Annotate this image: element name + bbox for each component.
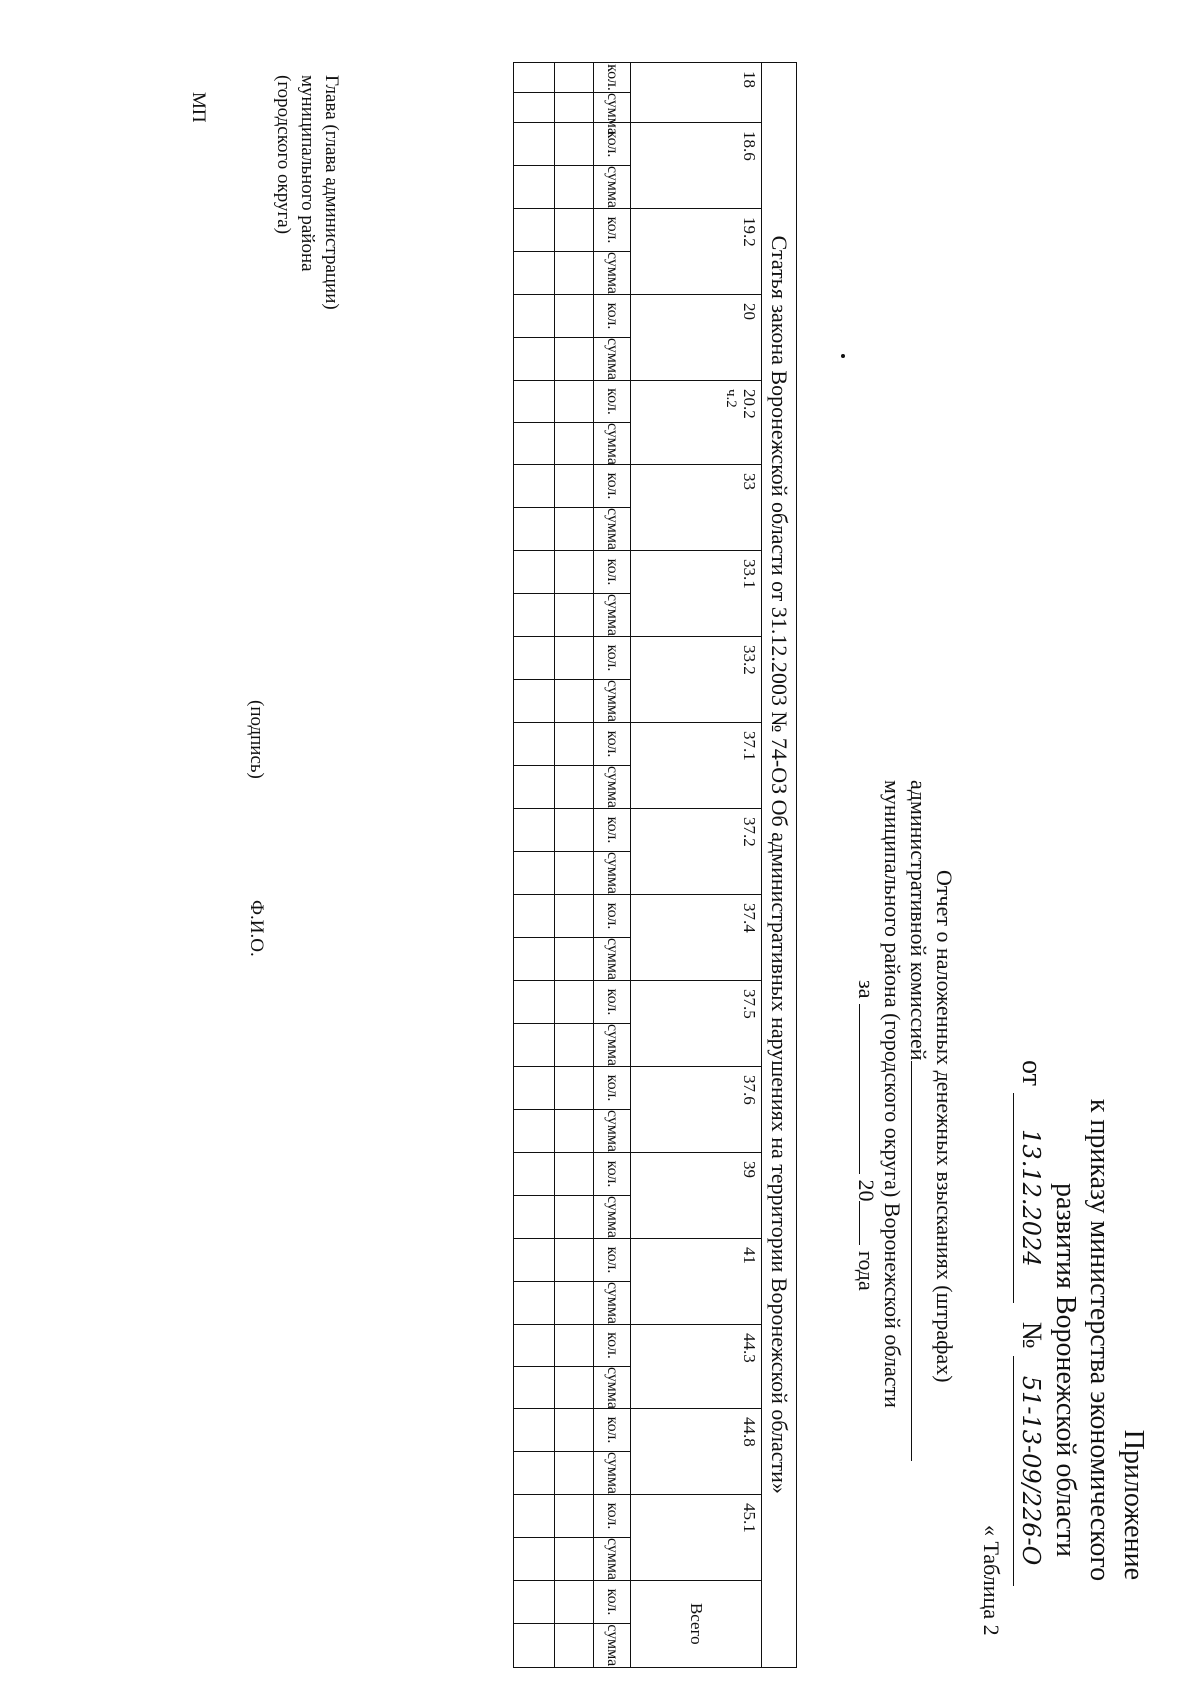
article-20: 20: [631, 295, 762, 381]
empty-cell[interactable]: [555, 809, 594, 852]
sub-sum: сумма: [594, 1538, 631, 1581]
sub-sum: сумма: [594, 423, 631, 465]
sub-sum: сумма: [594, 1196, 631, 1239]
empty-cell[interactable]: [555, 1282, 594, 1325]
empty-cell[interactable]: [514, 1024, 555, 1067]
empty-cell[interactable]: [514, 1581, 555, 1624]
total-header: Всего: [631, 1581, 762, 1668]
article-37-5: 37.5: [631, 981, 762, 1067]
appendix-title: Приложение: [1118, 1429, 1149, 1580]
report-title-line-3: муниципального района (городского округа) Воронежской области: [880, 780, 905, 1408]
empty-cell[interactable]: [555, 93, 594, 123]
empty-cell[interactable]: [514, 1067, 555, 1110]
empty-cell[interactable]: [514, 252, 555, 295]
article-37-4: 37.4: [631, 895, 762, 981]
empty-cell[interactable]: [555, 1367, 594, 1409]
commission-blank: [911, 1061, 912, 1461]
sub-sum: сумма: [594, 1024, 631, 1067]
article-45-1: 45.1: [631, 1495, 762, 1581]
empty-cell[interactable]: [555, 1067, 594, 1110]
empty-cell[interactable]: [514, 166, 555, 209]
empty-cell[interactable]: [514, 93, 555, 123]
empty-cell[interactable]: [555, 295, 594, 338]
empty-cell[interactable]: [514, 723, 555, 766]
sub-count: кол.: [594, 1495, 631, 1538]
articles-row: [631, 63, 762, 1668]
table-header: Статья закона Воронежской области от 31.12.2003 № 74-ОЗ Об административных нарушениях на территории Воронежской области»: [762, 63, 797, 1668]
empty-cell[interactable]: [514, 852, 555, 895]
sub-count: кол.: [594, 209, 631, 252]
period-year: 20: [854, 1179, 879, 1202]
empty-cell[interactable]: [514, 465, 555, 508]
sub-count: кол.: [594, 809, 631, 852]
sub-sum: сумма: [594, 852, 631, 895]
sub-sum: сумма: [594, 594, 631, 637]
sub-count: кол.: [594, 895, 631, 938]
sub-count: кол.: [594, 381, 631, 423]
empty-cell[interactable]: [514, 1367, 555, 1409]
data-row-2: [514, 63, 555, 1668]
order-date: 13.12.2024: [1013, 1093, 1048, 1303]
empty-cell[interactable]: [514, 1282, 555, 1325]
empty-cell[interactable]: [555, 63, 594, 93]
empty-cell[interactable]: [555, 1239, 594, 1282]
empty-cell[interactable]: [555, 1024, 594, 1067]
sub-sum: сумма: [594, 166, 631, 209]
number-prefix: №: [1016, 1321, 1047, 1349]
stray-dot: [841, 354, 845, 358]
article-18: 18: [631, 63, 762, 123]
empty-cell[interactable]: [514, 1624, 555, 1668]
article-19-2: 19.2: [631, 209, 762, 295]
empty-cell[interactable]: [514, 338, 555, 381]
empty-cell[interactable]: [555, 680, 594, 723]
signature-label: (подпись): [246, 700, 267, 779]
stamp-label: МП: [188, 92, 209, 123]
article-33-1: 33.1: [631, 551, 762, 637]
empty-cell[interactable]: [514, 680, 555, 723]
article-20-2-part: ч.2: [723, 389, 739, 408]
article-44-3: 44.3: [631, 1325, 762, 1409]
article-44-8: 44.8: [631, 1409, 762, 1495]
empty-cell[interactable]: [555, 1110, 594, 1153]
empty-cell[interactable]: [555, 1409, 594, 1452]
date-prefix: от: [1016, 1060, 1047, 1086]
empty-cell[interactable]: [514, 381, 555, 423]
empty-cell[interactable]: [555, 1495, 594, 1538]
empty-cell[interactable]: [514, 1325, 555, 1367]
period-prefix: за: [854, 980, 879, 999]
period-month-blank: [859, 1004, 860, 1174]
empty-cell[interactable]: [514, 809, 555, 852]
sub-count: кол.: [594, 465, 631, 508]
empty-cell[interactable]: [555, 981, 594, 1024]
empty-cell[interactable]: [555, 551, 594, 594]
empty-cell[interactable]: [555, 895, 594, 938]
sub-sum: сумма: [594, 766, 631, 809]
sub-count: кол.: [594, 551, 631, 594]
appendix-block: [1013, 1020, 1150, 1660]
report-title: [853, 780, 957, 1461]
empty-cell[interactable]: [514, 423, 555, 465]
period-year-blank: [859, 1201, 860, 1245]
sub-count: кол.: [594, 1153, 631, 1196]
empty-cell[interactable]: [514, 295, 555, 338]
sub-count: кол.: [594, 637, 631, 680]
empty-cell[interactable]: [555, 1153, 594, 1196]
appendix-date-number: [1013, 1020, 1048, 1660]
sub-sum: сумма: [594, 938, 631, 981]
empty-cell[interactable]: [555, 852, 594, 895]
sub-count: кол.: [594, 63, 631, 93]
empty-cell[interactable]: [555, 338, 594, 381]
sub-sum: сумма: [594, 1282, 631, 1325]
empty-cell[interactable]: [514, 637, 555, 680]
empty-cell[interactable]: [514, 209, 555, 252]
empty-cell[interactable]: [514, 1409, 555, 1452]
sub-sum: сумма: [594, 252, 631, 295]
empty-cell[interactable]: [555, 1452, 594, 1495]
sub-sum: сумма: [594, 1110, 631, 1153]
empty-cell[interactable]: [514, 766, 555, 809]
empty-cell[interactable]: [514, 981, 555, 1024]
table-label: « Таблица 2: [979, 1525, 1004, 1636]
empty-cell[interactable]: [555, 166, 594, 209]
sub-sum: сумма: [594, 1367, 631, 1409]
sub-count: кол.: [594, 1581, 631, 1624]
empty-cell[interactable]: [514, 551, 555, 594]
empty-cell[interactable]: [514, 895, 555, 938]
empty-cell[interactable]: [555, 209, 594, 252]
sub-count: кол.: [594, 981, 631, 1024]
order-number: 51-13-09/226-О: [1013, 1356, 1048, 1586]
article-41: 41: [631, 1239, 762, 1325]
empty-cell[interactable]: [514, 938, 555, 981]
data-row-1: [555, 63, 594, 1668]
empty-cell[interactable]: [514, 594, 555, 637]
full-name-label: Ф.И.О.: [246, 900, 267, 957]
empty-cell[interactable]: [555, 252, 594, 295]
sub-count: кол.: [594, 123, 631, 166]
article-20-2-number: 20.2: [740, 389, 759, 419]
empty-cell[interactable]: [514, 1110, 555, 1153]
article-37-2: 37.2: [631, 809, 762, 895]
empty-cell[interactable]: [514, 508, 555, 551]
appendix-line-2: развития Воронежской области: [1050, 1183, 1081, 1557]
empty-cell[interactable]: [555, 1538, 594, 1581]
empty-cell[interactable]: [514, 1239, 555, 1282]
empty-cell[interactable]: [555, 938, 594, 981]
empty-cell[interactable]: [555, 465, 594, 508]
period-suffix: года: [854, 1250, 879, 1291]
empty-cell[interactable]: [514, 63, 555, 93]
empty-cell[interactable]: [555, 1624, 594, 1668]
article-37-1: 37.1: [631, 723, 762, 809]
signatory-role-line-1: Глава (глава администрации): [321, 75, 342, 310]
empty-cell[interactable]: [555, 723, 594, 766]
empty-cell[interactable]: [514, 123, 555, 166]
empty-cell[interactable]: [555, 594, 594, 637]
signatory-role: [271, 75, 343, 310]
empty-cell[interactable]: [555, 381, 594, 423]
article-37-6: 37.6: [631, 1067, 762, 1153]
sub-sum: сумма: [594, 93, 631, 123]
appendix-line-1: к приказу министерства экономического: [1084, 1098, 1115, 1582]
sub-sum: сумма: [594, 1624, 631, 1668]
report-title-line-2: [905, 780, 931, 1461]
article-33-2: 33.2: [631, 637, 762, 723]
sub-sum: сумма: [594, 338, 631, 381]
sub-count: кол.: [594, 723, 631, 766]
empty-cell[interactable]: [555, 1196, 594, 1239]
sub-sum: сумма: [594, 680, 631, 723]
sub-count: кол.: [594, 1325, 631, 1367]
sub-sum: сумма: [594, 508, 631, 551]
sub-count: кол.: [594, 1067, 631, 1110]
article-33: 33: [631, 465, 762, 551]
commission-label: административной комиссией: [906, 780, 931, 1061]
subheader-row: [594, 63, 631, 1668]
empty-cell[interactable]: [514, 1196, 555, 1239]
empty-cell[interactable]: [555, 1325, 594, 1367]
empty-cell[interactable]: [514, 1452, 555, 1495]
empty-cell[interactable]: [514, 1495, 555, 1538]
empty-cell[interactable]: [514, 1153, 555, 1196]
report-period: [853, 780, 879, 1461]
signatory-role-line-3: (городского округа): [273, 75, 294, 235]
article-18-6: 18.6: [631, 123, 762, 209]
sub-count: кол.: [594, 1239, 631, 1282]
article-39: 39: [631, 1153, 762, 1239]
sub-sum: сумма: [594, 1452, 631, 1495]
empty-cell[interactable]: [555, 766, 594, 809]
article-20-2: [631, 381, 762, 465]
sub-count: кол.: [594, 1409, 631, 1452]
sub-count: кол.: [594, 295, 631, 338]
empty-cell[interactable]: [555, 508, 594, 551]
report-table: [513, 62, 797, 1668]
report-title-line-1: Отчет о наложенных денежных взысканиях (штрафах): [932, 870, 957, 1383]
table-header-row: [762, 63, 797, 1668]
empty-cell[interactable]: [514, 1538, 555, 1581]
empty-cell[interactable]: [555, 123, 594, 166]
empty-cell[interactable]: [555, 423, 594, 465]
empty-cell[interactable]: [555, 637, 594, 680]
signatory-role-line-2: муниципального района: [297, 75, 318, 272]
empty-cell[interactable]: [555, 1581, 594, 1624]
